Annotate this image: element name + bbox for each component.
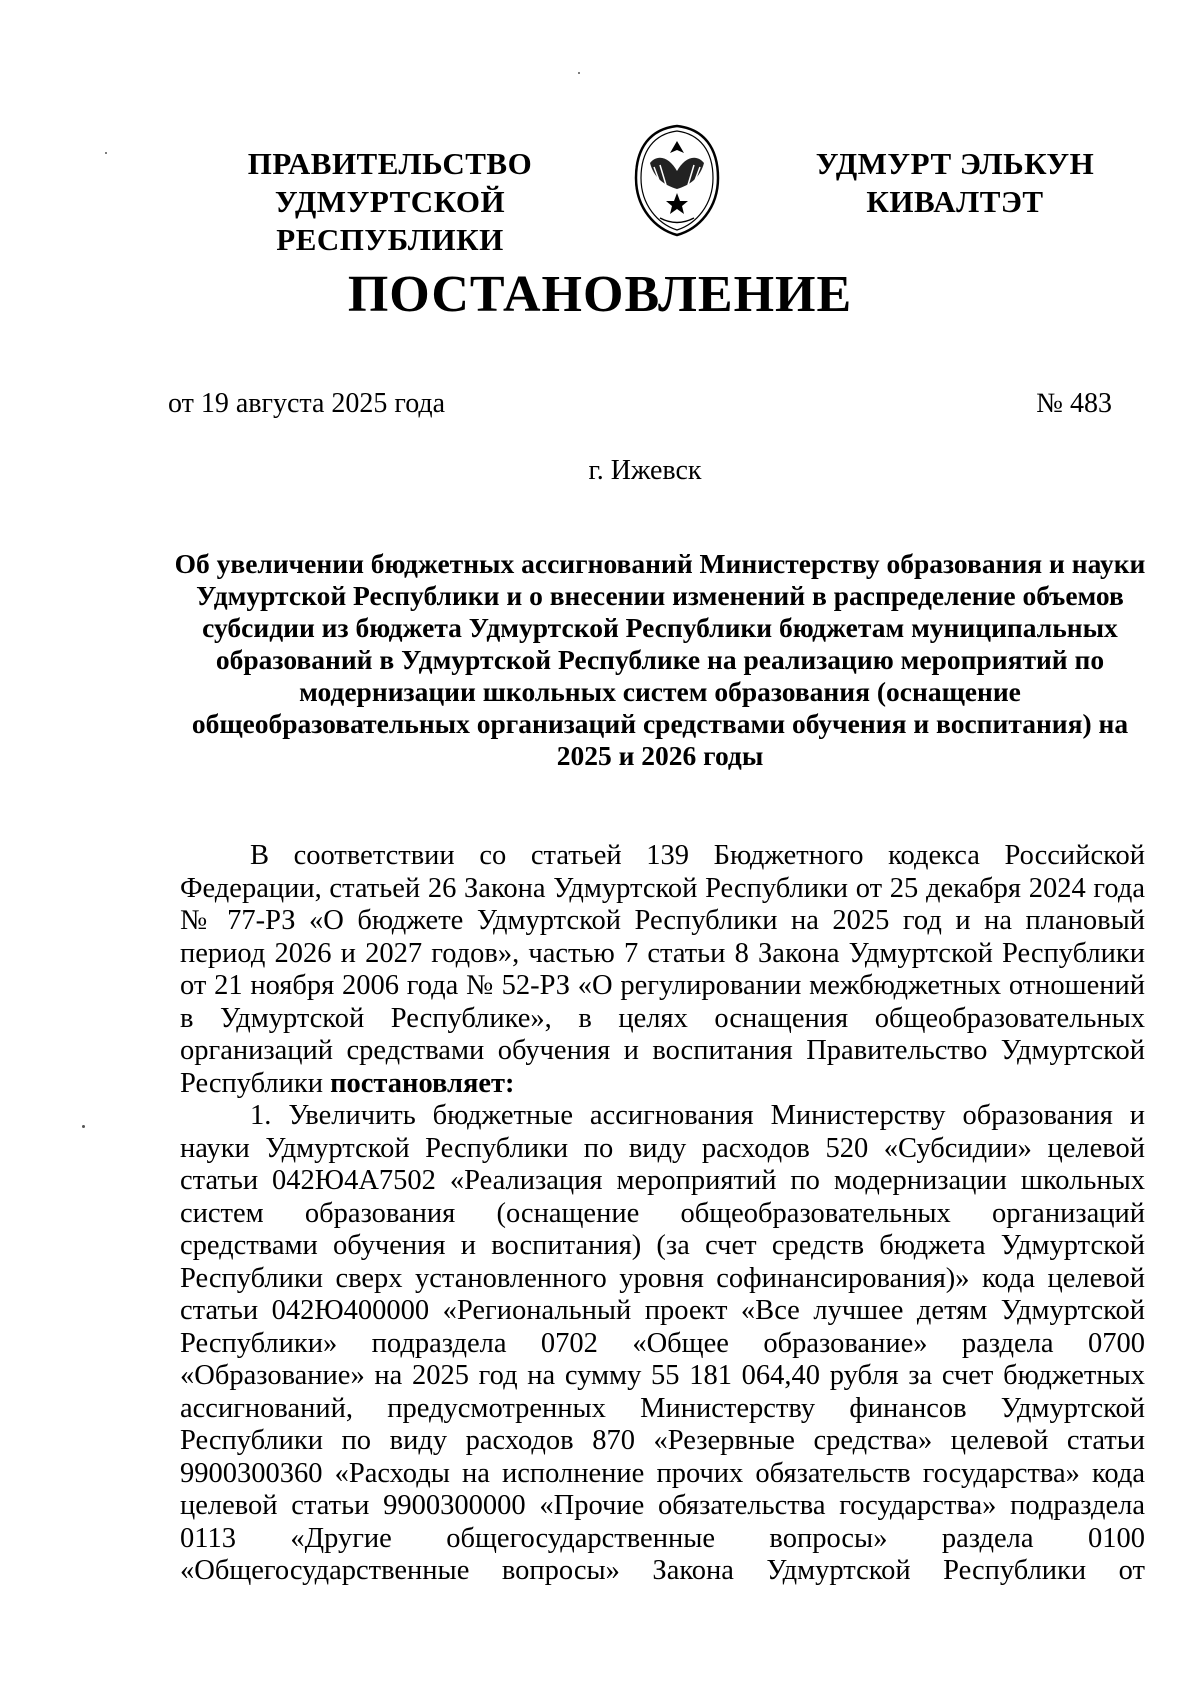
document-date: от 19 августа 2025 года bbox=[168, 388, 446, 419]
preamble-paragraph bbox=[180, 840, 1145, 1100]
document-title: Об увеличении бюджетных ассигнований Министерству образования и науки Удмуртской Республики и о внесении изменений в распределение объемов субсидии из бюджета Удмуртской Республики бюджетам муниципальных образований в Удмуртской Республике на реализацию мероприятий по модернизации школьных систем образования (оснащение общеобразовательных организаций средствами обучения и воспитания) на 2025 и 2026 годы bbox=[174, 548, 1146, 771]
preamble-text: В соответствии со статьей 139 Бюджетного кодекса Российской Федерации, статьей 26 Закона Удмуртской Республики от 25 декабря 2024 года № 77-РЗ «О бюджете Удмуртской Республики на 2025 год и на плановый период 2026 и 2027 годов», частью 7 статьи 8 Закона Удмуртской Республики от 21 ноября 2006 года № 52-РЗ «О регулировании межбюджетных отношений в Удмуртской Республике», в целях оснащения общеобразовательных организаций средствами обучения и воспитания Правительство Удмуртской Республики bbox=[180, 840, 1145, 1099]
document-city: г. Ижевск bbox=[588, 455, 702, 486]
item-1-paragraph: 1. Увеличить бюджетные ассигнования Министерству образования и науки Удмуртской Республики по виду расходов 520 «Субсидии» целевой статьи 042Ю4А7502 «Реализация мероприятий по модернизации школьных систем образования (оснащение общеобразовательных организаций средствами обучения и воспитания) (за счет средств бюджета Удмуртской Республики сверх установленного уровня софинансирования)» кода целевой статьи 042Ю400000 «Региональный проект «Все лучшее детям Удмуртской Республики» подраздела 0702 «Общее образование» раздела 0700 «Образование» на 2025 год на сумму 55 181 064,40 рубля за счет бюджетных ассигнований, предусмотренных Министерству финансов Удмуртской Республики по виду расходов 870 «Резервные средства» целевой статьи 9900300360 «Расходы на исполнение прочих обязательств государства» кода целевой статьи 9900300000 «Прочие обязательства государства» подраздела 0113 «Другие общегосударственные вопросы» раздела 0100 «Общегосударственные вопросы» Закона Удмуртской Республики от bbox=[180, 1100, 1145, 1586]
document-type-heading: ПОСТАНОВЛЕНИЕ bbox=[347, 266, 853, 323]
org-name-russian bbox=[160, 145, 620, 259]
document-header bbox=[0, 145, 1200, 255]
org-name-udmurt-line2: КИВАЛТЭТ bbox=[866, 184, 1044, 219]
org-name-udmurt-line1: УДМУРТ ЭЛЬКУН bbox=[815, 146, 1095, 181]
scan-speck bbox=[82, 1125, 85, 1128]
scan-speck bbox=[105, 152, 107, 154]
preamble-bold-text: постановляет: bbox=[330, 1067, 515, 1099]
org-name-udmurt bbox=[790, 145, 1120, 221]
scan-speck bbox=[578, 72, 580, 74]
udmurt-coat-of-arms-icon bbox=[630, 123, 725, 238]
org-name-russian-line1: ПРАВИТЕЛЬСТВО bbox=[247, 146, 533, 181]
document-number: № 483 bbox=[1036, 388, 1112, 419]
org-name-russian-line2: УДМУРТСКОЙ РЕСПУБЛИКИ bbox=[274, 184, 506, 257]
document-body bbox=[180, 840, 1145, 1588]
